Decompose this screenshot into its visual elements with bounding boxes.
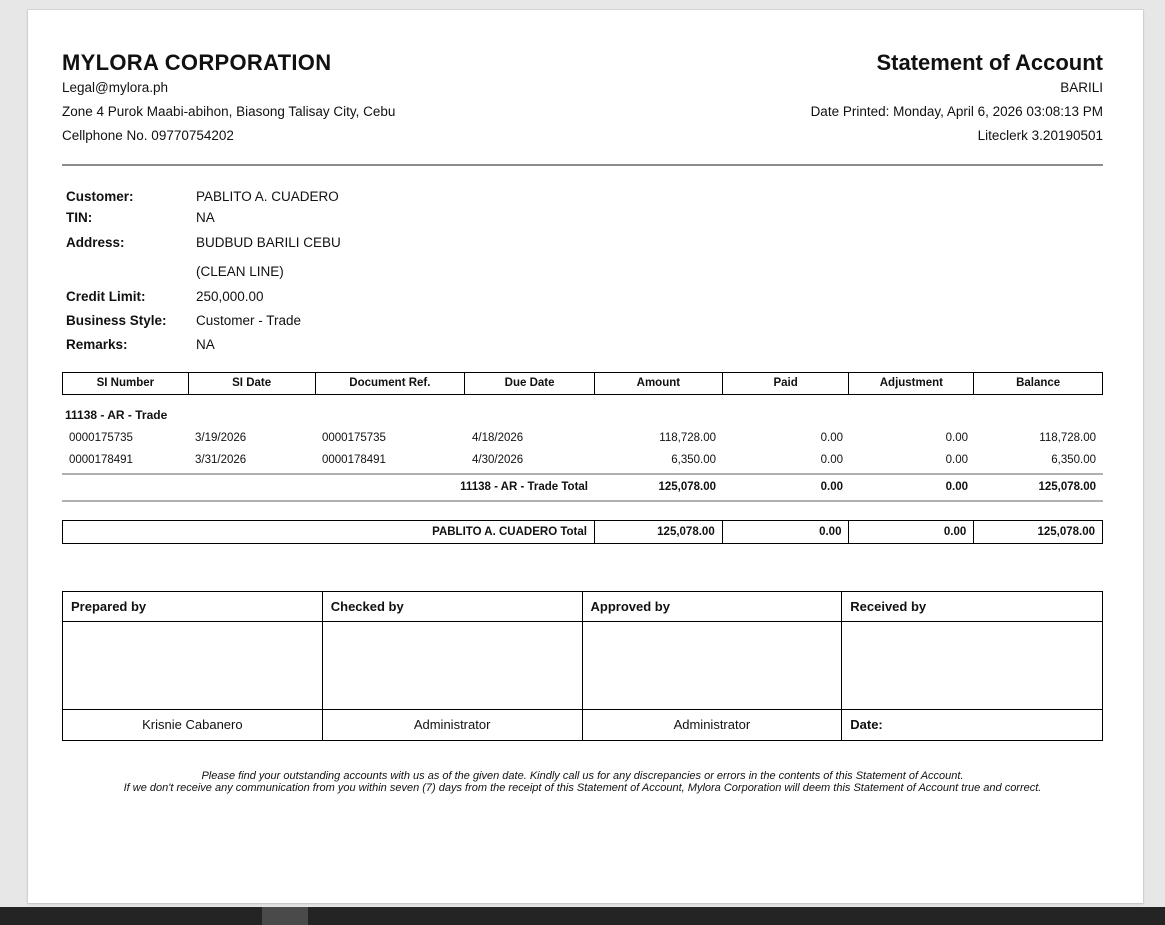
- company-block: [62, 50, 395, 148]
- info-label: Business Style:: [66, 313, 167, 328]
- customer-total-balance: 125,078.00: [1037, 526, 1096, 538]
- footer-note: [62, 770, 1103, 794]
- signatory-name: Administrator: [323, 710, 583, 740]
- cell-document-ref: 0000178491: [322, 454, 386, 466]
- footer-note-line-1: Please find your outstanding accounts with us as of the given date. Kindly call us for any discrepancies or errors in the contents of this Statement of Account.: [201, 770, 964, 782]
- customer-info-row: [66, 285, 766, 309]
- company-email: Legal@mylora.ph: [62, 80, 169, 95]
- cell-paid: 0.00: [820, 454, 843, 466]
- info-label: Customer:: [66, 189, 134, 204]
- signature-space: [583, 622, 843, 710]
- customer-total-label: PABLITO A. CUADERO Total: [63, 521, 595, 543]
- column-header-si-number: SI Number: [63, 373, 189, 394]
- table-divider-line: [62, 500, 1103, 502]
- info-value: (CLEAN LINE): [196, 264, 284, 279]
- info-label: TIN:: [66, 210, 93, 225]
- cell-amount: 6,350.00: [671, 454, 716, 466]
- signature-header-received-by: Received by: [842, 592, 1102, 622]
- group-total-adjustment: 0.00: [945, 481, 968, 493]
- column-header-si-date: SI Date: [189, 373, 316, 394]
- account-group-header: 11138 - AR - Trade: [65, 408, 168, 422]
- header-divider: [62, 164, 1103, 166]
- column-header-due-date: Due Date: [465, 373, 595, 394]
- customer-total-amount: 125,078.00: [595, 521, 723, 543]
- cell-due-date: 4/18/2026: [472, 432, 524, 444]
- document-meta-block: [811, 50, 1103, 148]
- customer-total-paid: 0.00: [723, 521, 850, 543]
- column-header-document-ref: Document Ref.: [316, 373, 466, 394]
- footer-note-line-2: If we don't receive any communication from you within seven (7) days from the receipt of this Statement of Account, Mylora Corporation will deem this Statement of Account true and correct.: [123, 782, 1042, 794]
- cell-si-date: 3/19/2026: [195, 432, 247, 444]
- column-header-amount: Amount: [595, 373, 723, 394]
- statement-table: [62, 372, 1103, 544]
- document-title: Statement of Account: [876, 50, 1103, 75]
- signatory-name: Krisnie Cabanero: [63, 710, 323, 740]
- info-value: NA: [196, 337, 215, 352]
- group-total-label: 11138 - AR - Trade Total: [460, 481, 588, 493]
- table-row: [62, 449, 1103, 471]
- info-label: [66, 260, 196, 284]
- info-value: 250,000.00: [196, 289, 264, 304]
- signature-space: [63, 622, 323, 710]
- customer-total-adjustment: 0.00: [849, 521, 974, 543]
- company-name: MYLORA CORPORATION: [62, 50, 332, 75]
- cell-adjustment: 0.00: [945, 432, 968, 444]
- cell-balance: 6,350.00: [1051, 454, 1096, 466]
- signature-table: [62, 591, 1103, 741]
- signature-space: [323, 622, 583, 710]
- table-row: [62, 427, 1103, 449]
- cell-due-date: 4/30/2026: [472, 454, 524, 466]
- info-label: Credit Limit:: [66, 289, 146, 304]
- document-header: [62, 50, 1103, 148]
- date-printed: Date Printed: Monday, April 6, 2026 03:08:13 PM: [810, 104, 1103, 119]
- received-date-label: Date:: [850, 717, 883, 732]
- app-version: Liteclerk 3.20190501: [977, 128, 1103, 143]
- group-total-balance: 125,078.00: [1038, 481, 1096, 493]
- cell-si-number: 0000175735: [69, 432, 133, 444]
- info-value: NA: [196, 210, 215, 225]
- customer-info-row: [66, 186, 766, 207]
- group-total-amount: 125,078.00: [658, 481, 716, 493]
- horizontal-scrollbar-thumb[interactable]: [262, 907, 308, 925]
- signature-header-checked-by: Checked by: [323, 592, 583, 622]
- customer-total-row: [62, 520, 1103, 544]
- info-value: Customer - Trade: [196, 313, 302, 328]
- customer-info-row: [66, 260, 766, 284]
- horizontal-scrollbar-track[interactable]: [0, 907, 1165, 925]
- info-label: Address:: [66, 235, 125, 250]
- info-value: BUDBUD BARILI CEBU: [196, 235, 341, 250]
- customer-info-row: [66, 207, 766, 228]
- company-address: Zone 4 Purok Maabi-abihon, Biasong Talisay City, Cebu: [62, 104, 396, 119]
- customer-info-row: [66, 231, 766, 255]
- cell-adjustment: 0.00: [945, 454, 968, 466]
- branch-name: BARILI: [1060, 80, 1103, 95]
- cell-amount: 118,728.00: [659, 432, 716, 444]
- signatory-name: Administrator: [583, 710, 843, 740]
- signature-header-approved-by: Approved by: [583, 592, 843, 622]
- signature-space: [842, 622, 1102, 710]
- table-header-row: [62, 372, 1103, 395]
- customer-info-row: [66, 309, 766, 333]
- cell-si-date: 3/31/2026: [195, 454, 247, 466]
- document-page: [28, 10, 1143, 903]
- cell-document-ref: 0000175735: [322, 432, 386, 444]
- group-total-paid: 0.00: [820, 481, 843, 493]
- customer-info-row: [66, 333, 766, 357]
- cell-balance: 118,728.00: [1039, 432, 1096, 444]
- group-total-row: [62, 475, 1103, 499]
- column-header-paid: Paid: [723, 373, 850, 394]
- info-value: PABLITO A. CUADERO: [196, 189, 339, 204]
- cell-paid: 0.00: [820, 432, 843, 444]
- signature-header-prepared-by: Prepared by: [63, 592, 323, 622]
- info-label: Remarks:: [66, 337, 128, 352]
- column-header-adjustment: Adjustment: [849, 373, 974, 394]
- company-phone: Cellphone No. 09770754202: [62, 128, 234, 143]
- column-header-balance: Balance: [1016, 377, 1061, 389]
- customer-info-section: [66, 186, 766, 357]
- cell-si-number: 0000178491: [69, 454, 133, 466]
